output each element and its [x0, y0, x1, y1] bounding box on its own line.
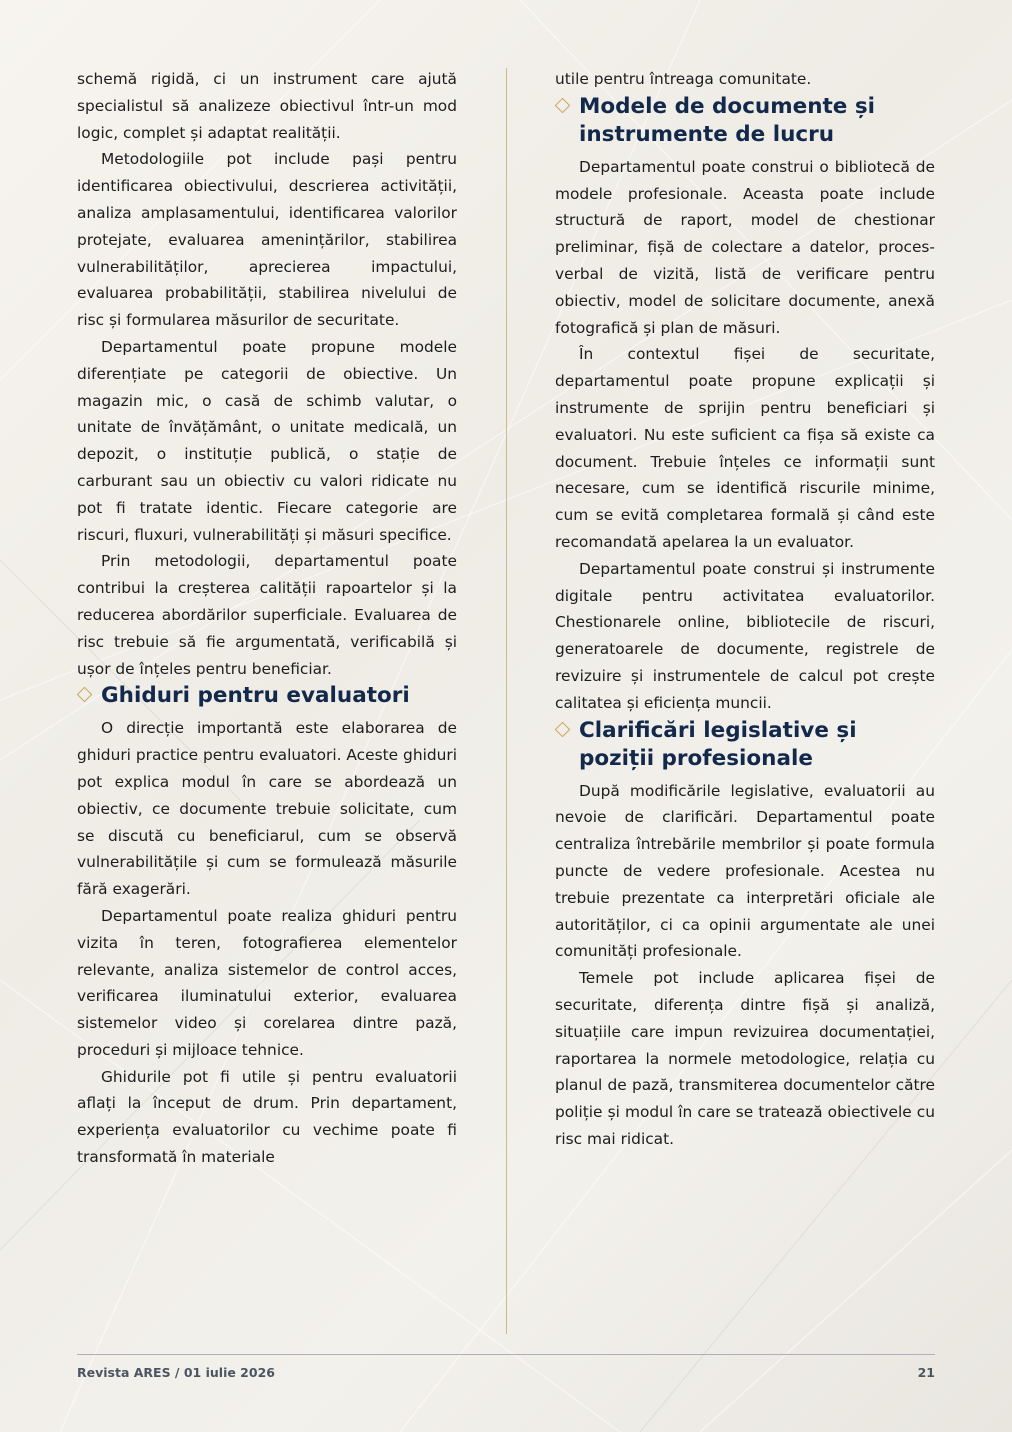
paragraph: Departamentul poate construi și instrumente digitale pentru activitatea evaluatorilor. Chestionarele online, bibliotecile de riscuri, generatoarele de documente, registrele de revizuire și instrumentele de calcul pot crește calitatea și eficiența muncii.	[555, 559, 935, 712]
section-heading	[555, 93, 935, 149]
section-heading	[555, 717, 935, 773]
paragraph: Departamentul poate construi o bibliotecă de modele profesionale. Aceasta poate include structură de raport, model de chestionar preliminar, fișă de colectare a datelor, proces-verbal de vizită, listă de verificare pentru obiectiv, model de solicitare documente, anexă fotografică și plan de măsuri.	[555, 157, 935, 337]
section-title: Clarificări legislative și poziții profesionale	[579, 717, 857, 771]
diamond-icon	[555, 721, 571, 737]
paragraph: utile pentru întreaga comunitate.	[555, 70, 812, 88]
paragraph: Departamentul poate realiza ghiduri pentru vizita în teren, fotografierea elementelor relevante, analiza sistemelor de control acces, verificarea iluminatului exterior, evaluarea sistemelor video și corelarea dintre pază, proceduri și mijloace tehnice.	[77, 906, 457, 1059]
footer-divider	[77, 1354, 935, 1355]
section-title: Modele de documente și instrumente de lucru	[579, 93, 876, 147]
footer-publication: Revista ARES / 01 iulie 2026	[77, 1365, 275, 1380]
paragraph: Ghidurile pot fi utile și pentru evaluatorii aflați la început de drum. Prin departament, experiența evaluatorilor cu vechime poate fi transformată în materiale	[77, 1067, 457, 1167]
paragraph: O direcție importantă este elaborarea de ghiduri practice pentru evaluatori. Aceste ghiduri pot explica modul în care se abordează un obiectiv, ce documente trebuie solicitate, cum se discută cu beneficiarul, cum se observă vulnerabilitățile și cum se formulează măsurile fără exagerări.	[77, 719, 457, 899]
right-column	[555, 66, 935, 1153]
diamond-icon	[555, 98, 571, 114]
paragraph: Departamentul poate propune modele diferențiate pe categorii de obiective. Un magazin mic, o casă de schimb valutar, o unitate de învățământ, o unitate medicală, un depozit, o instituție publică, o stație de carburant sau un obiectiv cu valori ridicate nu pot fi tratate identic. Fiecare categorie are riscuri, fluxuri, vulnerabilități și măsuri specifice.	[77, 337, 457, 544]
left-column	[77, 66, 457, 1171]
paragraph: Prin metodologii, departamentul poate contribui la creșterea calității rapoartelor și la reducerea abordărilor superficiale. Evaluarea de risc trebuie să fie argumentată, verificabilă și ușor de înțeles pentru beneficiar.	[77, 552, 457, 678]
column-divider	[506, 68, 507, 1334]
paragraph: În contextul fișei de securitate, departamentul poate propune explicații și instrumente de sprijin pentru beneficiari și evaluatori. Nu este suficient ca fișa să existe ca document. Trebuie înțeles ce informații sunt necesare, cum se identifică riscurile minime, cum se evită completarea formală și când este recomandată apelarea la un evaluator.	[555, 345, 935, 551]
page-number: 21	[917, 1365, 935, 1380]
section-heading	[77, 682, 457, 710]
diamond-icon	[77, 687, 93, 703]
paragraph: Temele pot include aplicarea fișei de securitate, diferența dintre fișă și analiză, situațiile care impun revizuirea documentației, raportarea la normele metodologice, relația cu planul de pază, transmiterea documentelor către poliție și modul în care se tratează obiectivele cu risc mai ridicat.	[555, 969, 935, 1148]
paragraph: După modificările legislative, evaluatorii au nevoie de clarificări. Departamentul poate centraliza întrebările membrilor și poate formula puncte de vedere profesionale. Acestea nu trebuie prezentate ca interpretări oficiale ale autorităților, ci ca opinii argumentate ale unei comunități profesionale.	[555, 781, 935, 961]
paragraph: Metodologiile pot include pași pentru identificarea obiectivului, descrierea activității, analiza amplasamentului, identificarea valorilor protejate, evaluarea amenințărilor, stabilirea vulnerabilităților, aprecierea impactului, evaluarea probabilității, stabilirea nivelului de risc și formularea măsurilor de securitate.	[77, 150, 457, 330]
paragraph: schemă rigidă, ci un instrument care ajută specialistul să analizeze obiectivul într-un mod logic, complet și adaptat realității.	[77, 70, 457, 142]
section-title: Ghiduri pentru evaluatori	[101, 683, 410, 709]
